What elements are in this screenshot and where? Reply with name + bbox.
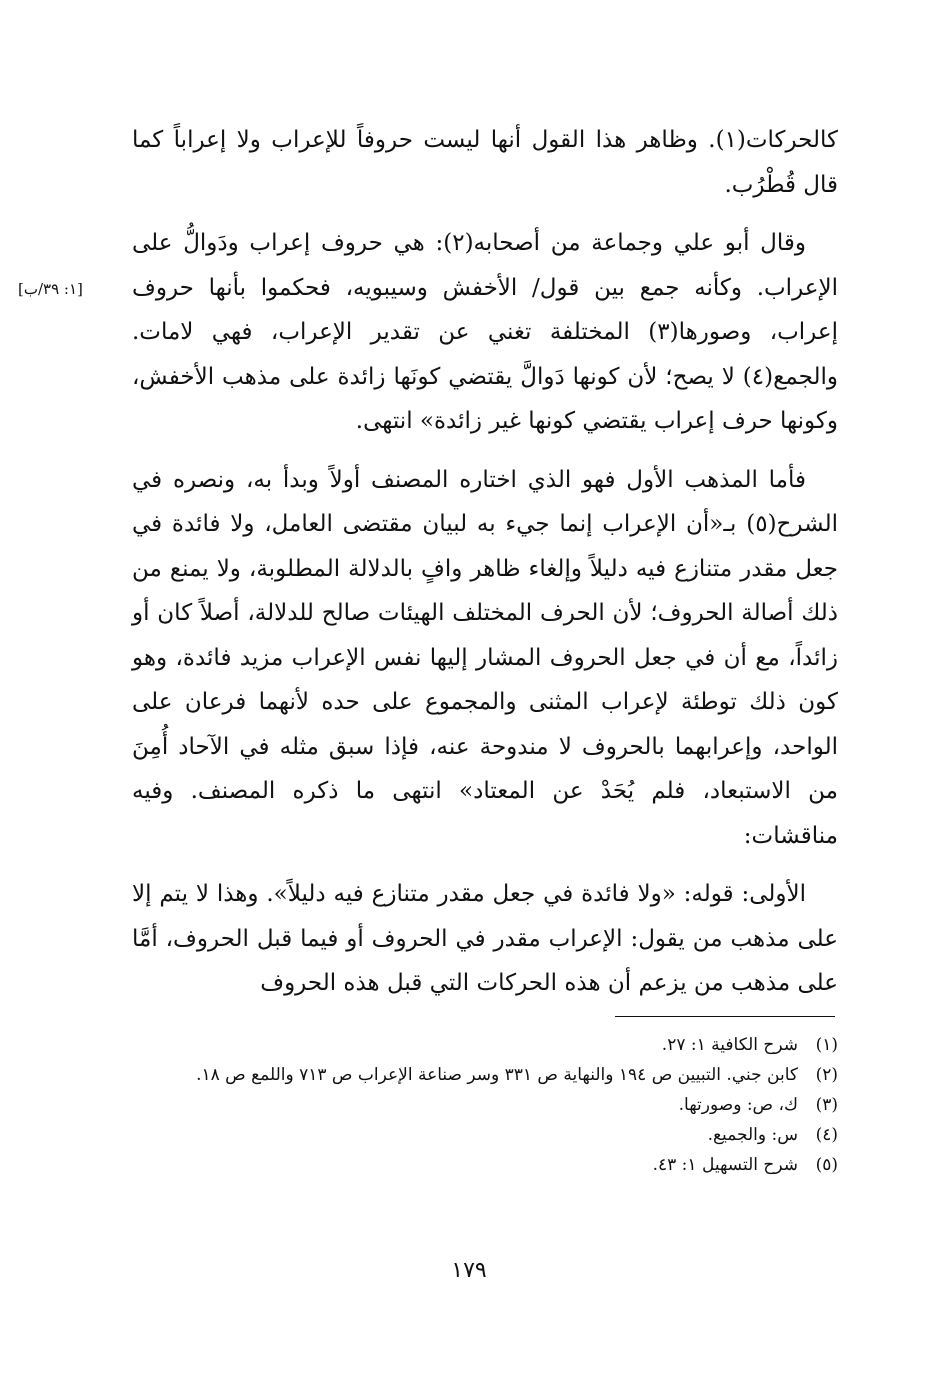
footnote-4 <box>132 1120 838 1150</box>
footnotes <box>132 1030 838 1180</box>
footnote-separator <box>615 1016 835 1017</box>
footnote-number: (٢) <box>815 1065 838 1085</box>
footnote-number: (١) <box>815 1035 838 1055</box>
footnote-number: (٥) <box>815 1155 838 1175</box>
footnote-text: شرح التسهيل ١: ٤٣. <box>652 1155 798 1175</box>
footnote-text: كابن جني. التبيين ص ١٩٤ والنهاية ص ٣٣١ وسر صناعة الإعراب ص ٧١٣ واللمع ص ١٨. <box>196 1065 798 1085</box>
manuscript-folio-reference: [١: ٣٩/ب] <box>18 280 83 298</box>
main-text <box>132 118 838 1006</box>
footnote-text: ك، ص: وصورتها. <box>678 1095 798 1115</box>
footnote-1 <box>132 1030 838 1060</box>
page-number: ١٧٩ <box>451 1258 487 1283</box>
footnote-number: (٤) <box>815 1125 838 1145</box>
footnote-2 <box>132 1060 838 1090</box>
footnote-5 <box>132 1150 838 1180</box>
paragraph-4: الأولى: قوله: «ولا فائدة في جعل مقدر متنازع فيه دليلاً». وهذا لا يتم إلا على مذهب من يقول: الإعراب مقدر في الحروف أو فيما قبل الحروف، أمَّا على مذهب من يزعم أن هذه الحركات التي قبل هذه الحروف <box>132 881 838 996</box>
paragraph-3: فأما المذهب الأول فهو الذي اختاره المصنف أولاً وبدأ به، ونصره في الشرح(٥) بـ«أن الإعراب إنما جيء به لبيان مقتضى العامل، ولا فائدة في جعل مقدر متنازع فيه دليلاً وإلغاء ظاهر وافٍ بالدلالة المطلوبة، ولا يمنع من ذلك أصالة الحروف؛ لأن الحرف المختلف الهيئات صالح للدلالة، أصلاً كان أو زائداً، مع أن في جعل الحروف المشار إليها نفس الإعراب مزيد فائدة، وهو كون ذلك توطئة لإعراب المثنى والمجموع على حده لأنهما فرعان على الواحد، وإعرابهما بالحروف لا مندوحة عنه، فإذا سبق مثله في الآحاد أُمِنَ من الاستبعاد، فلم يُحَدْ عن المعتاد» انتهى ما ذكره المصنف. وفيه مناقشات: <box>132 466 838 849</box>
paragraph-2: وقال أبو علي وجماعة من أصحابه(٢): هي حروف إعراب ودَوالُّ على الإعراب. وكأنه جمع بين قول/ الأخفش وسيبويه، فحكموا بأنها حروف إعراب، وصورها(٣) المختلفة تغني عن تقدير الإعراب، فهي لامات. والجمع(٤) لا يصح؛ لأن كونها دَوالَّ يقتضي كونَها زائدة على مذهب الأخفش، وكونها حرف إعراب يقتضي كونها غير زائدة» انتهى. <box>132 230 838 434</box>
footnote-number: (٣) <box>815 1095 838 1115</box>
footnote-text: س: والجميع. <box>707 1125 798 1145</box>
footnote-text: شرح الكافية ١: ٢٧. <box>661 1035 798 1055</box>
footnote-3 <box>132 1090 838 1120</box>
paragraph-1: كالحركات(١). وظاهر هذا القول أنها ليست حروفاً للإعراب ولا إعراباً كما قال قُطْرُب. <box>132 127 838 198</box>
